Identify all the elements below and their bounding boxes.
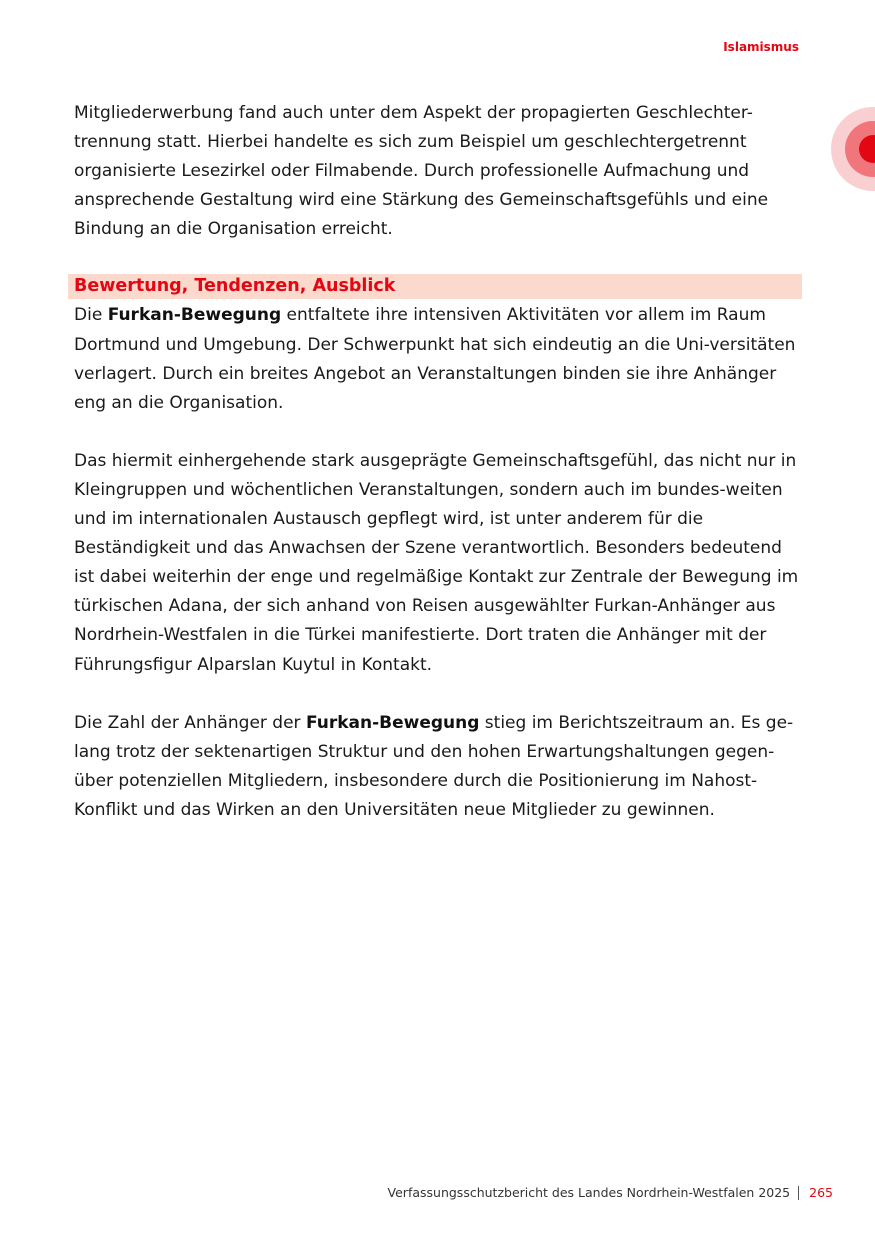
paragraph-1: [74, 301, 802, 417]
paragraph-1-rest: entfaltete ihre intensiven Aktivitäten vor allem im Raum Dortmund und Umgebung. Der Schwerpunkt hat sich eindeutig an die Uni-versitäten verlagert. Durch ein breites Angebot an Veranstaltungen binden sie ihre Anhänger eng an die Organisation.: [74, 305, 796, 413]
paragraph-1-lead: Die: [74, 305, 108, 326]
paragraph-2: Das hiermit einhergehende stark ausgeprägte Gemeinschaftsgefühl, das nicht nur in Kleingruppen und wöchentlichen Veranstaltungen, sondern auch im bundes-weiten und im internationalen Austausch gepflegt wird, ist unter anderem für die Beständigkeit und das Anwachsen der Szene verantwortlich. Besonders bedeutend ist dabei weiterhin der enge und regelmäßige Kontakt zur Zentrale der Bewegung im türkischen Adana, der sich anhand von Reisen ausgewählter Furkan-Anhänger aus Nordrhein-Westfalen in die Türkei manifestierte. Dort traten die Anhänger mit der Führungsfigur Alparslan Kuytul in Kontakt.: [74, 450, 799, 675]
paragraph-3-rest: stieg im Berichtszeitraum an. Es ge-lang trotz der sektenartigen Struktur und den hohen Erwartungshaltungen gegen-über potenziellen Mitgliedern, insbesondere durch die Positionierung im Nahost-Konflikt und das Wirken an den Universitäten neue Mitglieder zu gewinnen.: [74, 712, 794, 820]
section-heading: Bewertung, Tendenzen, Ausblick: [68, 274, 802, 299]
footer-divider: [798, 1186, 799, 1200]
paragraph-3-lead: Die Zahl der Anhänger der: [74, 712, 306, 733]
page-footer: [388, 1185, 833, 1200]
paragraph-3-emphasis: Furkan-Bewegung: [305, 712, 480, 733]
chapter-marker-ring: [845, 121, 875, 177]
footer-publication: Verfassungsschutzbericht des Landes Nordrhein-Westfalen 2025: [387, 1185, 791, 1200]
chapter-marker-icon: [831, 107, 875, 191]
paragraph-1-emphasis: Furkan-Bewegung: [107, 305, 282, 326]
intro-paragraph: Mitgliederwerbung fand auch unter dem Aspekt der propagierten Geschlechter-trennung statt. Hierbei handelte es sich zum Beispiel um geschlechtergetrennt organisierte Lesezirkel oder Filmabende. Durch professionelle Aufmachung und ansprechende Gestaltung wird eine Stärkung des Gemeinschaftsgefühls und eine Bindung an die Organisation erreicht.: [74, 103, 769, 240]
page-number: 265: [809, 1185, 833, 1200]
body-text: [74, 99, 802, 825]
running-header-section: Islamismus: [723, 40, 799, 54]
paragraph-3: [74, 709, 802, 825]
chapter-marker-core: [859, 135, 875, 163]
